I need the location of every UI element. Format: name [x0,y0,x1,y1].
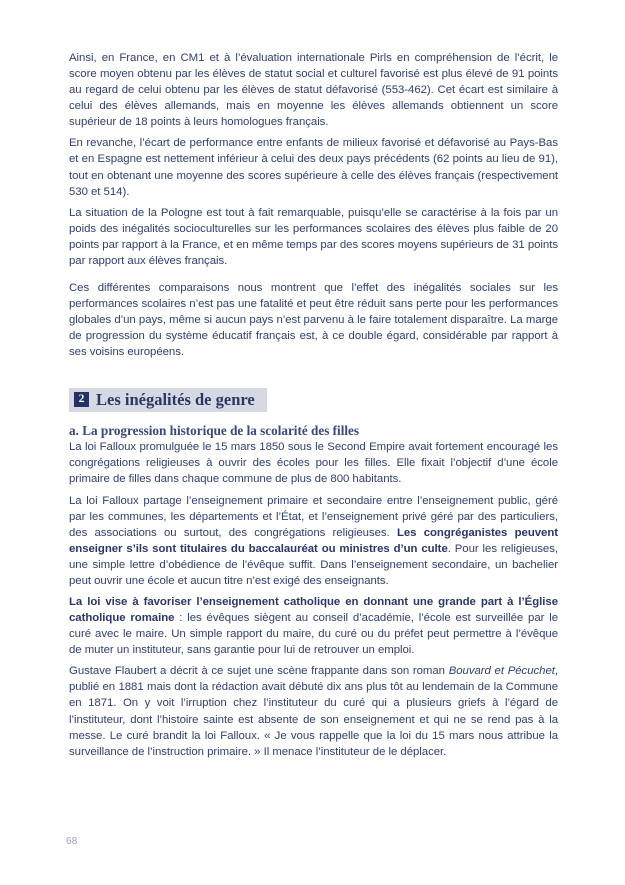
italic-book-title: Bouvard et Pécuchet [448,665,555,678]
subsection-heading: a. La progression historique de la scolarité des filles [69,423,360,439]
section-title: Les inégalités de genre [96,390,255,410]
paragraph-text-segment: , publié en 1881 mais dont la rédaction avait débuté dix ans plus tôt au lendemain de la Commune en 1871. On y voit l’irruption chez l’instituteur du curé qui a plusieurs griefs à l’égard de l’instituteur, dont l’histoire sainte est absente de son enseignement et qui ne se rend pas à la messe. Le curé brandit la loi Falloux. « Je vous rappelle que la loi du 15 mars nous attribue la surveillance de l’instruction primaire. » Il menace l’instituteur de le déplacer. [69,665,558,758]
paragraph-text-segment: La loi Falloux partage l’enseignement primaire et secondaire entre l’enseignement public, géré par les communes, les départements et l’État, et l’enseignement privé géré par des particuliers, des associations ou surtout, des congrégations religieuses. [69,494,558,539]
bold-loi-vise-favoriser: La loi vise à favoriser l’enseignement catholique en donnant une grande part à l’Église catholique romaine [69,596,558,625]
paragraph-text-segment: : les évêques siègent au conseil d’académie, l’école est surveillée par le curé avec le maire. Un simple rapport du maire, du curé ou du préfet peut permettre à l’évêque de muter un instituteur, sans garantie pour lui de retrouver un emploi. [69,612,558,657]
paragraph-enseignement-catholique [69,594,558,658]
page-number: 68 [66,836,78,847]
paragraph-pays-bas-espagne: En revanche, l’écart de performance entre enfants de milieux favorisé et défavorisé au Pays-Bas et en Espagne est nettement inférieur à celui des deux pays précédents (62 points au lieu de 91), tout en obtenant une moyenne des scores supérieure à celle des élèves français (respectivement 530 et 514). [69,137,558,198]
section-number-badge: 2 [74,392,89,407]
page-content [69,50,558,760]
paragraph-pirls-france: Ainsi, en France, en CM1 et à l’évaluation internationale Pirls en compréhension de l’écrit, le score moyen obtenu par les élèves de statut social et culturel favorisé est plus élevé de 91 points au regard de celui obtenu par les élèves de statut défavorisé (553-462). Cet écart est similaire à celui des élèves allemands, mais en moyenne les élèves allemands obtiennent un score supérieur de 18 points à leurs homologues français. [69,52,558,129]
bold-congreganistes: Les congréganistes peuvent enseigner s’ils sont titulaires du baccalauréat ou ministres d’un culte [69,526,559,555]
paragraph-loi-falloux-1850: La loi Falloux promulguée le 15 mars 1850 sous le Second Empire avait fortement encouragé les congrégations religieuses à ouvrir des écoles pour les filles. Elle fixait l’objectif d’une école primaire de filles dans chaque commune de plus de 800 habitants. [69,441,558,486]
paragraph-text-segment: Gustave Flaubert a décrit à ce sujet une scène frappante dans son roman [69,665,449,678]
paragraph-text-segment: . Pour les religieuses, une simple lettre d’obédience de l’évêque suffit. Dans l’enseignement secondaire, un bachelier peut ouvrir une école et aucun titre n’est exigé des enseignants. [69,542,558,587]
paragraph-partage-enseignement [69,493,558,589]
paragraph-conclusion-comparaisons: Ces différentes comparaisons nous montrent que l’effet des inégalités sociales sur les performances scolaires n’est pas une fatalité et peut être réduit sans perte pour les performances globales d’un pays, même si aucun pays n’est parvenu à le faire totalement disparaître. La marge de progression du système éducatif français est, à ce double égard, considérable par rapport à ses voisins européens. [69,281,558,359]
paragraph-pologne: La situation de la Pologne est tout à fait remarquable, puisqu’elle se caractérise à la fois par un poids des inégalités socioculturelles sur les performances scolaires des élèves plus faible de 20 points par rapport à la France, et en même temps par des scores moyens supérieurs de 31 points par rapport aux élèves français. [69,206,558,267]
paragraph-flaubert-bouvard-pecuchet [69,663,558,759]
section-heading-inegalites-de-genre [69,388,267,412]
